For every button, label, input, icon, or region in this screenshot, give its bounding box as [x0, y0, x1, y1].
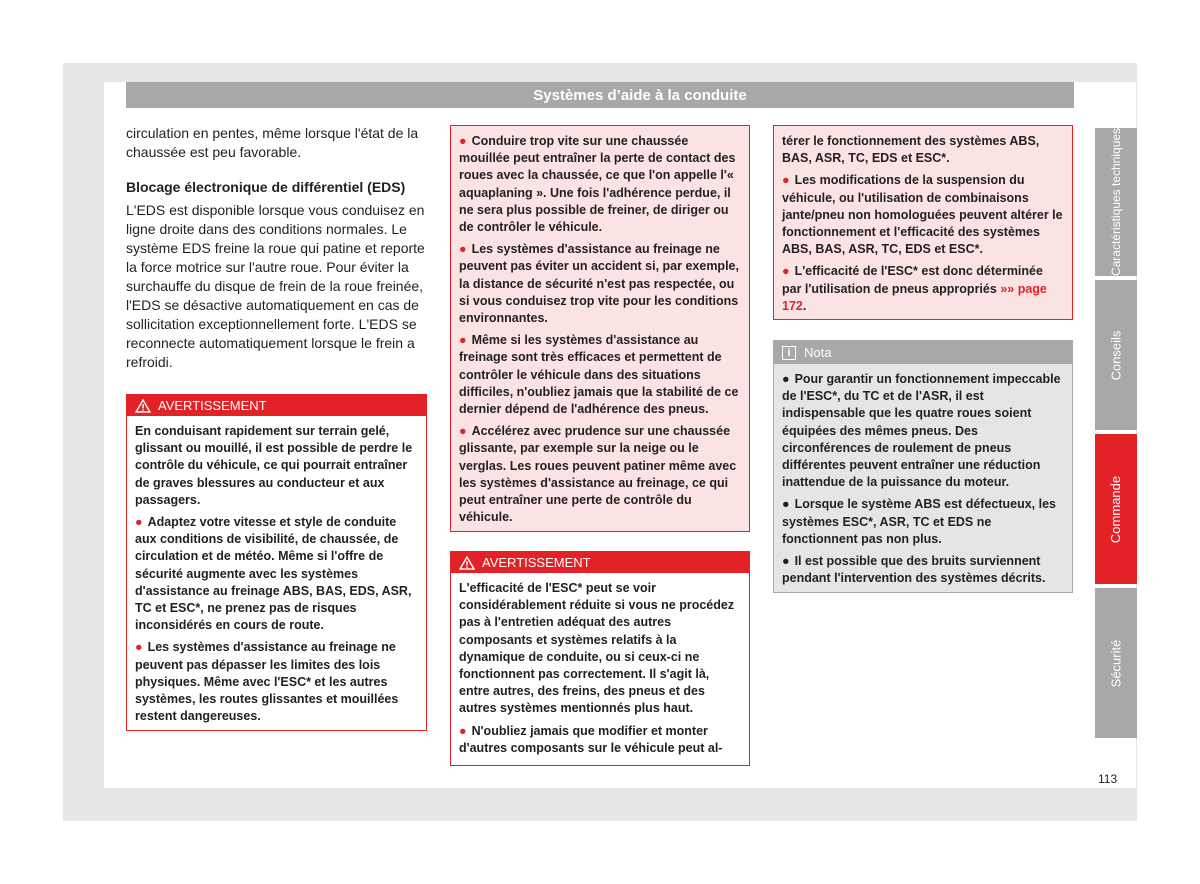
note-body — [774, 364, 1072, 600]
warning-box-2 — [450, 125, 750, 532]
bullet: ● — [782, 264, 790, 279]
warning-body — [451, 573, 749, 766]
warning-header — [127, 395, 426, 416]
warning-title: AVERTISSEMENT — [158, 398, 267, 413]
warning-item: ● Les systèmes d'assistance au freinage ne peuvent pas dépasser les limites des lois physiques. Même avec l'ESC* et les autres systèmes, les routes glissantes et mouillées restent dangereuses. — [135, 640, 399, 724]
warning-box-3 — [450, 551, 750, 766]
page-reference-arrow: »» — [1000, 281, 1015, 296]
bullet: ● — [135, 515, 143, 530]
tab-caracteristiques-techniques[interactable]: Caractéristiques techniques — [1095, 128, 1137, 276]
warning-header — [451, 552, 749, 573]
warning-triangle-icon — [135, 399, 151, 413]
text-column-1 — [126, 124, 428, 382]
warning-item: ● Les systèmes d'assistance au freinage ne peuvent pas éviter un accident si, par exemple, la distance de sécurité n'est pas respectée, ou si vous conduisez trop vite pour les conditions environnantes. — [459, 242, 739, 326]
section-header — [126, 82, 1074, 108]
warning-lead: En conduisant rapidement sur terrain gelé, glissant ou mouillé, il est possible de perdre le contrôle du véhicule, ce qui pourrait entraîner de graves blessures au conducteur et aux passagers. — [135, 424, 413, 507]
bullet: ● — [459, 424, 467, 439]
note-item: ● Lorsque le système ABS est défectueux, les systèmes ESC*, ASR, TC et EDS ne fonctionnent pas non plus. — [782, 497, 1057, 546]
bullet: ● — [782, 554, 790, 569]
bullet: ● — [459, 242, 467, 257]
bullet: ● — [459, 723, 467, 738]
tab-commande[interactable]: Commande — [1095, 434, 1137, 584]
warning-box-1 — [126, 394, 427, 731]
page-reference-link[interactable]: page 172 — [782, 281, 1047, 313]
eds-heading: Blocage électronique de différentiel (EDS) — [126, 179, 406, 195]
page-number: 113 — [1098, 772, 1118, 786]
warning-box-4 — [773, 125, 1073, 320]
bullet: ● — [459, 333, 467, 348]
warning-item: ● L'efficacité de l'ESC* est donc déterminée par l'utilisation de pneus appropriés »» page 172. — [782, 264, 1047, 313]
bullet: ● — [782, 497, 790, 512]
bullet: ● — [135, 640, 143, 655]
warning-body — [451, 126, 749, 539]
warning-body — [127, 416, 426, 738]
note-box — [773, 340, 1073, 593]
warning-lead: térer le fonctionnement des systèmes ABS, BAS, ASR, TC, EDS et ESC*. — [782, 134, 1040, 166]
warning-item: ● N'oubliez jamais que modifier et monter d'autres composants sur le véhicule peut al- — [459, 723, 723, 755]
note-item: ● Pour garantir un fonctionnement impeccable de l'ESC*, du TC et de l'ASR, il est indispensable que les quatre roues soient équipées des mêmes pneus. Des circonférences de roulement de pneus différentes peuvent entraîner une réduction inattendue de la puissance du moteur. — [782, 372, 1061, 490]
note-header — [774, 341, 1072, 364]
bullet: ● — [782, 173, 790, 188]
note-title: Nota — [804, 345, 832, 360]
warning-item: ● Adaptez votre vitesse et style de conduite aux conditions de visibilité, de chaussée, de circulation et de météo. Même si l'offre de sécurité augmente avec les systèmes d'assistance au freinage ABS, BAS, EDS, ASR, TC et ESC*, ne prenez pas de risques inconsidérés en cours de route. — [135, 515, 412, 633]
bullet: ● — [459, 134, 467, 148]
warning-item: ● Accélérez avec prudence sur une chaussée glissante, par exemple sur la neige ou le verglas. Les roues peuvent patiner même avec les systèmes d'assistance au freinage, ce qui peut entraîner une perte de contrôle du véhicule. — [459, 424, 737, 525]
info-icon: i — [782, 346, 796, 360]
warning-triangle-icon — [459, 556, 475, 570]
intro-paragraph: circulation en pentes, même lorsque l'état de la chaussée est peu favorable. — [126, 125, 419, 160]
tab-securite[interactable]: Sécurité — [1095, 588, 1137, 738]
warning-item: ● Les modifications de la suspension du véhicule, ou l'utilisation de combinaisons jante/pneu non homologuées peuvent altérer le fonctionnement et l'efficacité des systèmes ABS, BAS, ASR, TC, EDS et ESC*. — [782, 173, 1063, 257]
bullet: ● — [782, 372, 790, 386]
warning-body — [774, 126, 1072, 328]
eds-paragraph: L'EDS est disponible lorsque vous conduisez en ligne droite dans des conditions normales. Le système EDS freine la roue qui patine et reporte la force motrice sur l'autre roue. Pour éviter la surchauffe du disque de frein de la roue freinée, l'EDS se désactive automatiquement en cas de sollicitation exceptionnellement forte. L'EDS se reconnecte automatiquement lorsque le frein a refroidi. — [126, 202, 425, 370]
warning-item: ● Même si les systèmes d'assistance au freinage sont très efficaces et permettent de contrôler le véhicule dans des situations difficiles, n'oubliez jamais que la stabilité de ce dernier dépend de l'adhérence des pneus. — [459, 333, 739, 417]
warning-lead: L'efficacité de l'ESC* peut se voir considérablement réduite si vous ne procédez pas à l'entretien adéquat des autres composants et systèmes relatifs à la dynamique de conduite, ou si ceux-ci ne fonctionnent pas correctement. Il s'agit là, entre autres, des freins, des pneus et des autres systèmes mentionnés plus haut. — [459, 581, 735, 716]
tab-conseils[interactable]: Conseils — [1095, 280, 1137, 430]
warning-item: ● Conduire trop vite sur une chaussée mouillée peut entraîner la perte de contact des roues avec la chaussée, ce que l'on appelle l'« aquaplaning ». Une fois l'adhérence perdue, il ne sera plus possible de freiner, de diriger ou de contrôler le véhicule. — [459, 134, 736, 235]
section-title: Systèmes d’aide à la conduite — [533, 86, 747, 104]
warning-title: AVERTISSEMENT — [482, 555, 591, 570]
note-item: ● Il est possible que des bruits surviennent pendant l'intervention des systèmes décrits. — [782, 554, 1046, 586]
